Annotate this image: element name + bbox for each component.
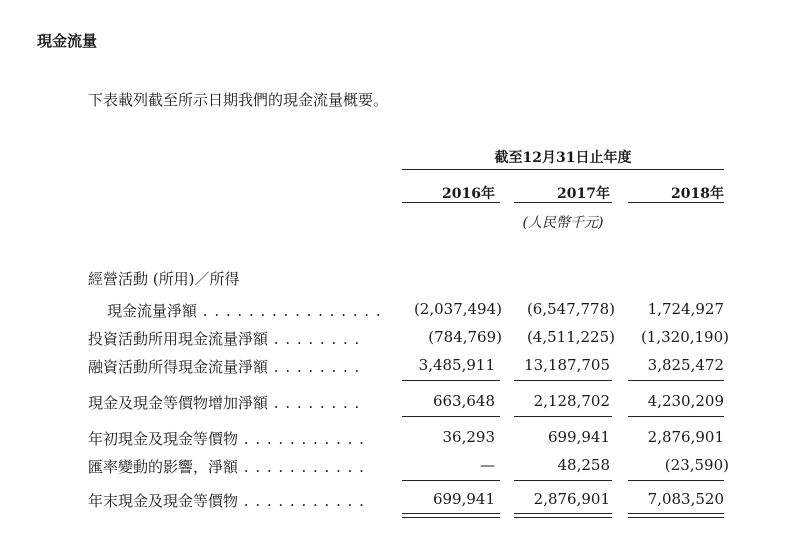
row-label-operating-cont-text: 現金流量淨額 — [107, 302, 198, 320]
total-double-rule-2016 — [402, 513, 500, 518]
row-value: 3,485,911 — [418, 356, 495, 374]
year-header-2017: 2017年 — [557, 186, 610, 202]
year-rule-2017 — [514, 202, 612, 203]
section-title: 現金流量 — [37, 32, 98, 50]
row-value: (2,037,494) — [413, 300, 502, 318]
row-value: 1,724,927 — [647, 300, 724, 318]
row-value: 3,825,472 — [647, 356, 724, 374]
row-value: 663,648 — [432, 392, 495, 410]
fx-rule-2017 — [514, 480, 612, 481]
row-value: 4,230,209 — [647, 392, 724, 410]
row-label-fx-effect-text: 匯率變動的影響，淨額 — [88, 458, 239, 476]
row-label-financing-text: 融資活動所得現金流量淨額 — [88, 358, 269, 376]
row-label-net-increase-text: 現金及現金等價物增加淨額 — [88, 394, 269, 412]
row-value: (4,511,225) — [526, 328, 615, 346]
row-value: 2,128,702 — [533, 392, 610, 410]
row-value: 36,293 — [442, 428, 495, 446]
row-value: (23,590) — [664, 456, 729, 474]
year-rule-2018 — [628, 202, 724, 203]
net-increase-rule-2017 — [514, 416, 612, 417]
row-label-opening-text: 年初現金及現金等價物 — [88, 430, 239, 448]
row-label-opening: 年初現金及現金等價物 . . . . . . . . . . . — [88, 430, 365, 448]
row-label-operating: 經營活動 (所用)／所得 — [88, 270, 240, 288]
row-label-investing-text: 投資活動所用現金流量淨額 — [88, 330, 269, 348]
row-value: — — [480, 456, 495, 474]
subtotal-rule-2018 — [628, 380, 724, 381]
year-header-2018: 2018年 — [671, 186, 724, 202]
row-value: 7,083,520 — [647, 490, 724, 508]
intro-paragraph: 下表載列截至所示日期我們的現金流量概要。 — [88, 91, 389, 109]
row-label-closing-text: 年末現金及現金等價物 — [88, 492, 239, 510]
total-double-rule-2017 — [514, 513, 612, 518]
row-label-investing: 投資活動所用現金流量淨額 . . . . . . . . — [88, 330, 361, 348]
period-header-rule — [402, 169, 724, 170]
net-increase-rule-2018 — [628, 416, 724, 417]
unit-label: (人民幣千元) — [522, 215, 604, 231]
row-value: 699,941 — [432, 490, 495, 508]
row-value: 13,187,705 — [524, 356, 610, 374]
row-value: (784,769) — [428, 328, 502, 346]
row-value: 2,876,901 — [533, 490, 610, 508]
fx-rule-2018 — [628, 480, 724, 481]
row-value: 48,258 — [557, 456, 610, 474]
row-value: (1,320,190) — [640, 328, 729, 346]
subtotal-rule-2017 — [514, 380, 612, 381]
row-label-net-increase: 現金及現金等價物增加淨額 . . . . . . . . — [88, 394, 361, 412]
row-value: (6,547,778) — [526, 300, 615, 318]
net-increase-rule-2016 — [402, 416, 500, 417]
row-value: 2,876,901 — [647, 428, 724, 446]
subtotal-rule-2016 — [402, 380, 500, 381]
year-rule-2016 — [402, 202, 500, 203]
period-header: 截至12月31日止年度 — [494, 150, 632, 166]
row-label-closing: 年末現金及現金等價物 . . . . . . . . . . . — [88, 492, 365, 510]
fx-rule-2016 — [402, 480, 500, 481]
row-value: 699,941 — [547, 428, 610, 446]
total-double-rule-2018 — [628, 513, 724, 518]
year-header-2016: 2016年 — [442, 186, 495, 202]
row-label-fx-effect: 匯率變動的影響，淨額 . . . . . . . . . . . — [88, 458, 365, 476]
row-label-operating-cont: 現金流量淨額 . . . . . . . . . . . . . . . . — [107, 302, 382, 320]
row-label-financing: 融資活動所得現金流量淨額 . . . . . . . . — [88, 358, 361, 376]
